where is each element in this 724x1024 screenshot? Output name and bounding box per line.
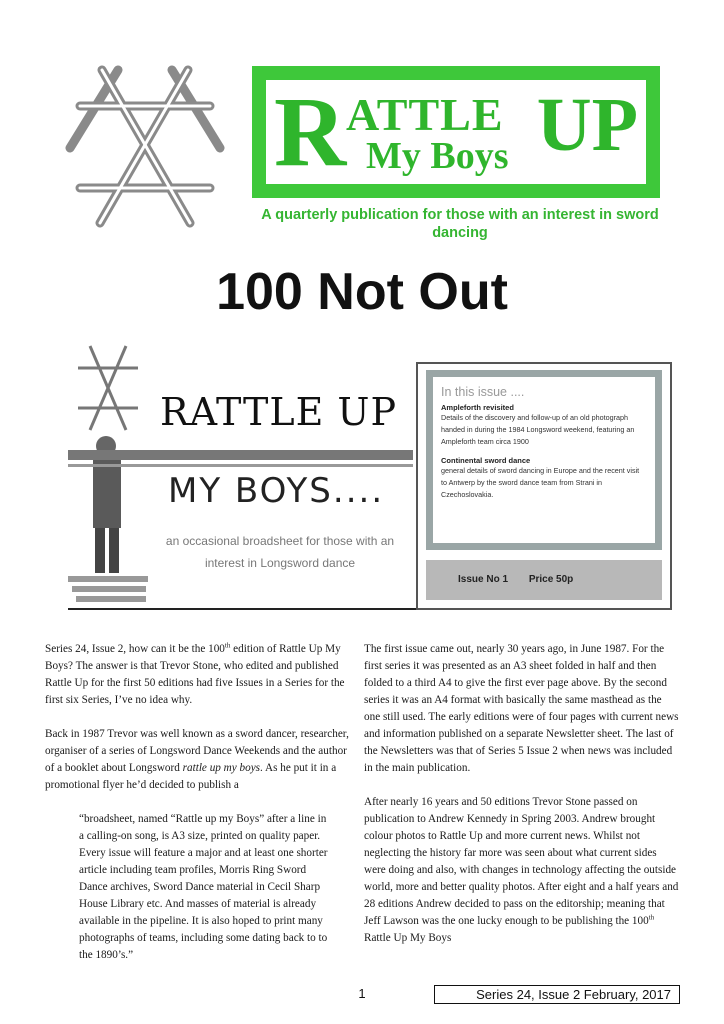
logo-box bbox=[252, 66, 660, 198]
article-description: general details of sword dancing in Europe and the recent visit to Antwerp by the sword dance team from Strani in Czechoslovakia. bbox=[441, 466, 640, 499]
article-title: Continental sword dance bbox=[441, 456, 531, 465]
paragraph: Series 24, Issue 2, how can it be the 100th edition of Rattle Up My Boys? The answer is that Trevor Stone, who edited and published Rattle Up for the first 50 editions had five Issues in a Series for the first six Series, I’ve no idea why. bbox=[45, 641, 345, 706]
article-column-right bbox=[364, 641, 680, 964]
page-number: 1 bbox=[358, 986, 366, 1001]
old-masthead-tagline: an occasional broadsheet for those with an interest in Longsword dance bbox=[165, 534, 395, 570]
issue-info-bar bbox=[426, 560, 662, 600]
logo-up: UP bbox=[536, 83, 638, 167]
masthead bbox=[60, 48, 670, 248]
old-logo-rattle-up: RATTLE UP bbox=[160, 390, 398, 434]
decorative-band bbox=[68, 450, 413, 460]
in-this-issue-panel bbox=[416, 362, 672, 610]
issue-number: Issue No 1 bbox=[458, 574, 509, 585]
issue-price: Price 50p bbox=[528, 574, 574, 585]
article-title: Ampleforth revisited bbox=[441, 403, 514, 412]
paragraph: Back in 1987 Trevor was well known as a sword dancer, researcher, organiser of a series of Longsword Dance Weekends and the author of a booklet about Longsword rattle up my boys. As he put it in a promotional flyer he’d decided to publish a bbox=[45, 728, 349, 791]
paragraph: The first issue came out, nearly 30 years ago, in June 1987. For the first series it was presented as an A3 sheet folded in half and then folded to a third A4 to give the first ever page above. By the second series it was an A4 format with basically the same masthead as the one still used. The early editions were of four pages with current news and information published on a separate Newsletter sheet. The last of the Newsletters was that of Series 5 Issue 2 when news was included in the main publication. bbox=[364, 643, 679, 774]
page-title: 100 Not Out bbox=[216, 263, 508, 321]
logo-rattle: ATTLE bbox=[346, 89, 504, 140]
block-quote: “broadsheet, named “Rattle up my Boys” after a line in a calling-on song, is A3 size, printed on quality paper. Every issue will feature a major and at least one shorter article including team profiles, Morris Ring Sword Dance archives, Sword Dance material in Cecil Sharp House Library etc. And masses of material is already available in the pipeline. It is also hoped to print many photographs of teams, including some dating back to to the 1890’s.” bbox=[79, 813, 328, 961]
masthead-tagline: A quarterly publication for those with an interest in sword dancing bbox=[261, 207, 659, 241]
old-logo-my-boys: MY BOYS.... bbox=[168, 471, 385, 511]
in-this-issue-box bbox=[426, 370, 662, 550]
series-issue-date: Series 24, Issue 2 February, 2017 bbox=[434, 985, 680, 1004]
article-column-left bbox=[45, 641, 357, 981]
logo-letter-r: R bbox=[274, 76, 347, 187]
paragraph: After nearly 16 years and 50 editions Trevor Stone passed on publication to Andrew Kennedy in Spring 2003. Andrew brought colour photos to Rattle Up and more current news. Whilst not neglecting the history far more was seen about what current sides were doing and also, with changes in technology affecting the outside world, more and better quality photos. After eight and a half years and 28 editions Andrew decided to pass on the editorship; meaning that Jeff Lawson was the one lucky enough to be publishing the 100th Rattle Up My Boys bbox=[364, 796, 679, 944]
dancer-figure-illustration bbox=[68, 338, 158, 608]
decorative-band-thin bbox=[68, 464, 413, 467]
crossed-swords-logo bbox=[60, 58, 230, 233]
in-this-issue-heading: In this issue .... bbox=[441, 385, 525, 399]
article-description: Details of the discovery and follow-up of an old photograph handed in during the 1984 Longsword weekend, featuring an Ampleforth team circa 1900 bbox=[441, 413, 635, 446]
logo-my-boys: My Boys bbox=[366, 135, 509, 177]
first-issue-masthead-image bbox=[68, 338, 672, 610]
